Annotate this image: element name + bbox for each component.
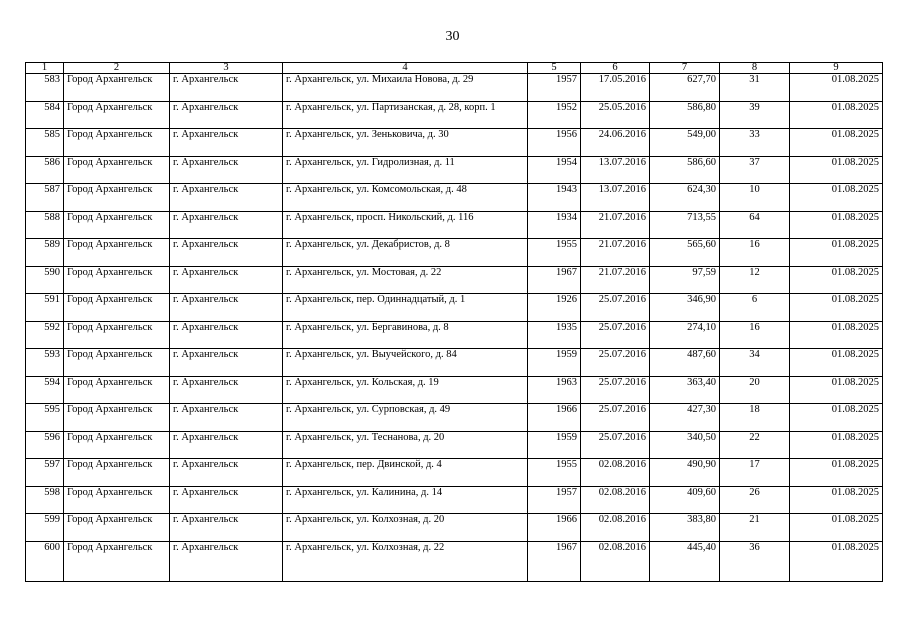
cell-deadline: 01.08.2025 <box>790 294 883 322</box>
cell-settlement: г. Архангельск <box>170 541 283 581</box>
cell-address: г. Архангельск, пер. Одиннадцатый, д. 1 <box>283 294 528 322</box>
cell-count: 20 <box>720 376 790 404</box>
cell-deadline: 01.08.2025 <box>790 514 883 542</box>
cell-count: 21 <box>720 514 790 542</box>
cell-address: г. Архангельск, пер. Двинской, д. 4 <box>283 459 528 487</box>
cell-municipality: Город Архангельск <box>64 541 170 581</box>
cell-deadline: 01.08.2025 <box>790 211 883 239</box>
cell-count: 64 <box>720 211 790 239</box>
cell-year-built: 1956 <box>528 129 581 157</box>
header-col-2: 2 <box>64 63 170 74</box>
cell-municipality: Город Архангельск <box>64 486 170 514</box>
cell-row-number: 590 <box>26 266 64 294</box>
cell-settlement: г. Архангельск <box>170 74 283 102</box>
cell-municipality: Город Архангельск <box>64 129 170 157</box>
cell-row-number: 600 <box>26 541 64 581</box>
cell-address: г. Архангельск, ул. Декабристов, д. 8 <box>283 239 528 267</box>
cell-date: 25.07.2016 <box>581 294 650 322</box>
cell-count: 31 <box>720 74 790 102</box>
cell-municipality: Город Архангельск <box>64 321 170 349</box>
cell-deadline: 01.08.2025 <box>790 404 883 432</box>
header-row <box>26 63 883 74</box>
cell-row-number: 599 <box>26 514 64 542</box>
cell-count: 17 <box>720 459 790 487</box>
cell-settlement: г. Архангельск <box>170 514 283 542</box>
cell-year-built: 1952 <box>528 101 581 129</box>
cell-date: 21.07.2016 <box>581 239 650 267</box>
cell-row-number: 591 <box>26 294 64 322</box>
cell-deadline: 01.08.2025 <box>790 74 883 102</box>
cell-year-built: 1955 <box>528 239 581 267</box>
cell-year-built: 1934 <box>528 211 581 239</box>
cell-address: г. Архангельск, ул. Кольская, д. 19 <box>283 376 528 404</box>
cell-date: 21.07.2016 <box>581 211 650 239</box>
cell-area: 274,10 <box>650 321 720 349</box>
cell-date: 25.07.2016 <box>581 376 650 404</box>
cell-date: 13.07.2016 <box>581 156 650 184</box>
cell-deadline: 01.08.2025 <box>790 541 883 581</box>
cell-municipality: Город Архангельск <box>64 404 170 432</box>
cell-year-built: 1966 <box>528 404 581 432</box>
table-row <box>26 514 883 542</box>
cell-area: 409,60 <box>650 486 720 514</box>
cell-row-number: 584 <box>26 101 64 129</box>
cell-municipality: Город Архангельск <box>64 349 170 377</box>
cell-year-built: 1966 <box>528 514 581 542</box>
cell-count: 16 <box>720 239 790 267</box>
cell-date: 13.07.2016 <box>581 184 650 212</box>
cell-settlement: г. Архангельск <box>170 404 283 432</box>
cell-settlement: г. Архангельск <box>170 211 283 239</box>
table-row <box>26 239 883 267</box>
cell-year-built: 1959 <box>528 349 581 377</box>
page-number: 30 <box>445 29 460 44</box>
header-col-8: 8 <box>720 63 790 74</box>
cell-deadline: 01.08.2025 <box>790 101 883 129</box>
table-row <box>26 211 883 239</box>
table-body <box>26 74 883 582</box>
cell-address: г. Архангельск, ул. Партизанская, д. 28, корп. 1 <box>283 101 528 129</box>
cell-year-built: 1963 <box>528 376 581 404</box>
cell-row-number: 596 <box>26 431 64 459</box>
header-col-4: 4 <box>283 63 528 74</box>
cell-row-number: 587 <box>26 184 64 212</box>
cell-settlement: г. Архангельск <box>170 294 283 322</box>
header-col-3: 3 <box>170 63 283 74</box>
cell-date: 21.07.2016 <box>581 266 650 294</box>
cell-municipality: Город Архангельск <box>64 431 170 459</box>
cell-municipality: Город Архангельск <box>64 294 170 322</box>
cell-municipality: Город Архангельск <box>64 514 170 542</box>
cell-municipality: Город Архангельск <box>64 211 170 239</box>
cell-row-number: 597 <box>26 459 64 487</box>
cell-date: 02.08.2016 <box>581 459 650 487</box>
cell-deadline: 01.08.2025 <box>790 321 883 349</box>
cell-address: г. Архангельск, ул. Колхозная, д. 22 <box>283 541 528 581</box>
cell-area: 340,50 <box>650 431 720 459</box>
table-row <box>26 459 883 487</box>
cell-settlement: г. Архангельск <box>170 459 283 487</box>
cell-date: 25.07.2016 <box>581 321 650 349</box>
cell-deadline: 01.08.2025 <box>790 266 883 294</box>
cell-municipality: Город Архангельск <box>64 184 170 212</box>
cell-area: 445,40 <box>650 541 720 581</box>
cell-address: г. Архангельск, просп. Никольский, д. 116 <box>283 211 528 239</box>
cell-area: 427,30 <box>650 404 720 432</box>
cell-year-built: 1926 <box>528 294 581 322</box>
cell-date: 17.05.2016 <box>581 74 650 102</box>
table-row <box>26 349 883 377</box>
cell-count: 18 <box>720 404 790 432</box>
cell-deadline: 01.08.2025 <box>790 459 883 487</box>
cell-deadline: 01.08.2025 <box>790 349 883 377</box>
header-col-1: 1 <box>26 63 64 74</box>
cell-date: 02.08.2016 <box>581 541 650 581</box>
cell-deadline: 01.08.2025 <box>790 486 883 514</box>
cell-settlement: г. Архангельск <box>170 101 283 129</box>
table-row <box>26 294 883 322</box>
cell-address: г. Архангельск, ул. Выучейского, д. 84 <box>283 349 528 377</box>
cell-row-number: 585 <box>26 129 64 157</box>
cell-settlement: г. Архангельск <box>170 376 283 404</box>
cell-year-built: 1954 <box>528 156 581 184</box>
cell-area: 624,30 <box>650 184 720 212</box>
cell-count: 26 <box>720 486 790 514</box>
cell-settlement: г. Архангельск <box>170 431 283 459</box>
cell-address: г. Архангельск, ул. Калинина, д. 14 <box>283 486 528 514</box>
cell-address: г. Архангельск, ул. Колхозная, д. 20 <box>283 514 528 542</box>
table-row <box>26 321 883 349</box>
cell-area: 363,40 <box>650 376 720 404</box>
cell-municipality: Город Архангельск <box>64 266 170 294</box>
table-row <box>26 156 883 184</box>
cell-count: 37 <box>720 156 790 184</box>
cell-row-number: 595 <box>26 404 64 432</box>
cell-date: 24.06.2016 <box>581 129 650 157</box>
table-header <box>26 63 883 74</box>
cell-year-built: 1959 <box>528 431 581 459</box>
cell-deadline: 01.08.2025 <box>790 184 883 212</box>
header-col-9: 9 <box>790 63 883 74</box>
cell-municipality: Город Архангельск <box>64 376 170 404</box>
header-col-7: 7 <box>650 63 720 74</box>
cell-address: г. Архангельск, ул. Сурповская, д. 49 <box>283 404 528 432</box>
cell-year-built: 1967 <box>528 541 581 581</box>
table-row <box>26 486 883 514</box>
registry-table <box>25 62 883 582</box>
cell-date: 25.07.2016 <box>581 404 650 432</box>
table-row <box>26 404 883 432</box>
cell-count: 39 <box>720 101 790 129</box>
cell-address: г. Архангельск, ул. Мостовая, д. 22 <box>283 266 528 294</box>
cell-area: 490,90 <box>650 459 720 487</box>
cell-settlement: г. Архангельск <box>170 129 283 157</box>
cell-row-number: 589 <box>26 239 64 267</box>
cell-area: 97,59 <box>650 266 720 294</box>
cell-deadline: 01.08.2025 <box>790 156 883 184</box>
cell-municipality: Город Архангельск <box>64 101 170 129</box>
cell-row-number: 588 <box>26 211 64 239</box>
cell-count: 22 <box>720 431 790 459</box>
cell-row-number: 586 <box>26 156 64 184</box>
cell-count: 6 <box>720 294 790 322</box>
cell-date: 25.05.2016 <box>581 101 650 129</box>
cell-row-number: 598 <box>26 486 64 514</box>
cell-address: г. Архангельск, ул. Комсомольская, д. 48 <box>283 184 528 212</box>
cell-date: 02.08.2016 <box>581 514 650 542</box>
cell-count: 34 <box>720 349 790 377</box>
cell-area: 383,80 <box>650 514 720 542</box>
cell-count: 12 <box>720 266 790 294</box>
cell-settlement: г. Архангельск <box>170 349 283 377</box>
cell-count: 36 <box>720 541 790 581</box>
cell-settlement: г. Архангельск <box>170 184 283 212</box>
cell-year-built: 1957 <box>528 486 581 514</box>
table-row <box>26 541 883 581</box>
cell-date: 02.08.2016 <box>581 486 650 514</box>
cell-year-built: 1955 <box>528 459 581 487</box>
cell-deadline: 01.08.2025 <box>790 129 883 157</box>
cell-row-number: 583 <box>26 74 64 102</box>
cell-date: 25.07.2016 <box>581 431 650 459</box>
cell-year-built: 1935 <box>528 321 581 349</box>
cell-municipality: Город Архангельск <box>64 156 170 184</box>
cell-municipality: Город Архангельск <box>64 239 170 267</box>
cell-address: г. Архангельск, ул. Бергавинова, д. 8 <box>283 321 528 349</box>
cell-count: 16 <box>720 321 790 349</box>
cell-deadline: 01.08.2025 <box>790 239 883 267</box>
cell-settlement: г. Архангельск <box>170 321 283 349</box>
cell-year-built: 1957 <box>528 74 581 102</box>
cell-area: 487,60 <box>650 349 720 377</box>
cell-address: г. Архангельск, ул. Зеньковича, д. 30 <box>283 129 528 157</box>
cell-area: 627,70 <box>650 74 720 102</box>
cell-address: г. Архангельск, ул. Теснанова, д. 20 <box>283 431 528 459</box>
cell-area: 586,80 <box>650 101 720 129</box>
table-row <box>26 376 883 404</box>
cell-settlement: г. Архангельск <box>170 156 283 184</box>
cell-year-built: 1943 <box>528 184 581 212</box>
cell-deadline: 01.08.2025 <box>790 376 883 404</box>
header-col-5: 5 <box>528 63 581 74</box>
cell-area: 549,00 <box>650 129 720 157</box>
cell-area: 565,60 <box>650 239 720 267</box>
table-row <box>26 129 883 157</box>
table-row <box>26 101 883 129</box>
table-row <box>26 184 883 212</box>
cell-settlement: г. Архангельск <box>170 486 283 514</box>
table-row <box>26 74 883 102</box>
cell-date: 25.07.2016 <box>581 349 650 377</box>
cell-row-number: 594 <box>26 376 64 404</box>
cell-count: 33 <box>720 129 790 157</box>
cell-area: 713,55 <box>650 211 720 239</box>
cell-year-built: 1967 <box>528 266 581 294</box>
cell-area: 586,60 <box>650 156 720 184</box>
table-row <box>26 431 883 459</box>
cell-address: г. Архангельск, ул. Михаила Новова, д. 29 <box>283 74 528 102</box>
cell-area: 346,90 <box>650 294 720 322</box>
cell-count: 10 <box>720 184 790 212</box>
cell-municipality: Город Архангельск <box>64 74 170 102</box>
cell-deadline: 01.08.2025 <box>790 431 883 459</box>
cell-settlement: г. Архангельск <box>170 239 283 267</box>
cell-row-number: 592 <box>26 321 64 349</box>
cell-address: г. Архангельск, ул. Гидролизная, д. 11 <box>283 156 528 184</box>
table-row <box>26 266 883 294</box>
header-col-6: 6 <box>581 63 650 74</box>
cell-row-number: 593 <box>26 349 64 377</box>
cell-settlement: г. Архангельск <box>170 266 283 294</box>
cell-municipality: Город Архангельск <box>64 459 170 487</box>
